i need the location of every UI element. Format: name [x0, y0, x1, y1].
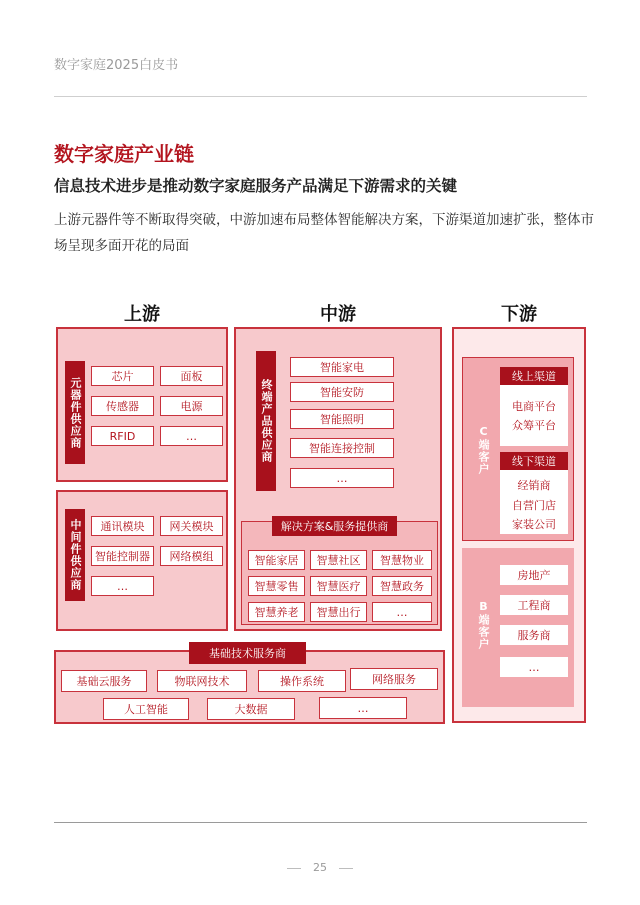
infra-item: 网络服务: [350, 668, 438, 690]
downstream-heading: 下游: [501, 304, 537, 325]
footer-divider: [54, 822, 587, 823]
section-title: 数字家庭产业链: [54, 142, 194, 166]
page-number-dash-left: [287, 868, 301, 869]
offline-channel-item: 经销商: [517, 479, 551, 492]
header-divider: [54, 96, 587, 97]
page-number-dash-right: [339, 868, 353, 869]
infrastructure-provider-label: 基础技术服务商: [189, 642, 306, 664]
solution-item: 智慧零售: [248, 576, 305, 596]
terminal-item: 智能照明: [290, 409, 394, 429]
components-supplier-label: 元器件供应商: [65, 361, 85, 464]
section-subtitle: 信息技术进步是推动数字家庭服务产品满足下游需求的关键: [54, 177, 458, 195]
terminal-item: 智能安防: [290, 382, 394, 402]
page-number: 25: [313, 861, 327, 874]
online-channel-item: 众筹平台: [512, 419, 556, 432]
b-end-item: 房地产: [500, 565, 568, 585]
middleware-item: 智能控制器: [91, 546, 154, 566]
solution-item: 智慧医疗: [310, 576, 367, 596]
solutions-provider-label: 解决方案&服务提供商: [272, 516, 397, 536]
solution-item: 智慧物业: [372, 550, 432, 570]
b-end-item: 工程商: [500, 595, 568, 615]
component-item: RFID: [91, 426, 154, 446]
middleware-supplier-label: 中间件供应商: [65, 509, 85, 601]
component-item: 面板: [160, 366, 223, 386]
infra-item: 基础云服务: [61, 670, 147, 692]
component-item: …: [160, 426, 223, 446]
terminal-item: …: [290, 468, 394, 488]
terminal-supplier-label: 终端产品供应商: [256, 351, 276, 491]
infra-item: 物联网技术: [157, 670, 247, 692]
infra-item: 操作系统: [258, 670, 346, 692]
infra-item: …: [319, 697, 407, 719]
section-body: 上游元器件等不断取得突破，中游加速布局整体智能解决方案，下游渠道加速扩张，整体市场呈现多面开花的局面: [54, 212, 594, 254]
middleware-item: 网络模组: [160, 546, 223, 566]
online-channel-item: 电商平台: [512, 400, 556, 413]
b-end-customer-label: B端客户: [477, 600, 490, 650]
component-item: 传感器: [91, 396, 154, 416]
solution-item: 智慧出行: [310, 602, 367, 622]
b-end-item: 服务商: [500, 625, 568, 645]
offline-channel-item: 家装公司: [512, 518, 556, 531]
infra-item: 大数据: [207, 698, 295, 720]
middleware-item: 通讯模块: [91, 516, 154, 536]
middleware-item: 网关模块: [160, 516, 223, 536]
middleware-item: …: [91, 576, 154, 596]
midstream-heading: 中游: [320, 304, 356, 325]
offline-channel-item: 自营门店: [512, 499, 556, 512]
solution-item: …: [372, 602, 432, 622]
upstream-heading: 上游: [124, 304, 160, 325]
solution-item: 智慧社区: [310, 550, 367, 570]
b-end-item: …: [500, 657, 568, 677]
component-item: 芯片: [91, 366, 154, 386]
offline-channel-label: 线下渠道: [500, 452, 568, 470]
terminal-item: 智能连接控制: [290, 438, 394, 458]
page-number-row: [0, 861, 640, 874]
c-end-customer-label: C端客户: [477, 425, 490, 475]
solution-item: 智慧养老: [248, 602, 305, 622]
solution-item: 智能家居: [248, 550, 305, 570]
online-channel-label: 线上渠道: [500, 367, 568, 385]
component-item: 电源: [160, 396, 223, 416]
terminal-item: 智能家电: [290, 357, 394, 377]
infra-item: 人工智能: [103, 698, 189, 720]
doc-title: 数字家庭2025白皮书: [54, 58, 179, 73]
solution-item: 智慧政务: [372, 576, 432, 596]
